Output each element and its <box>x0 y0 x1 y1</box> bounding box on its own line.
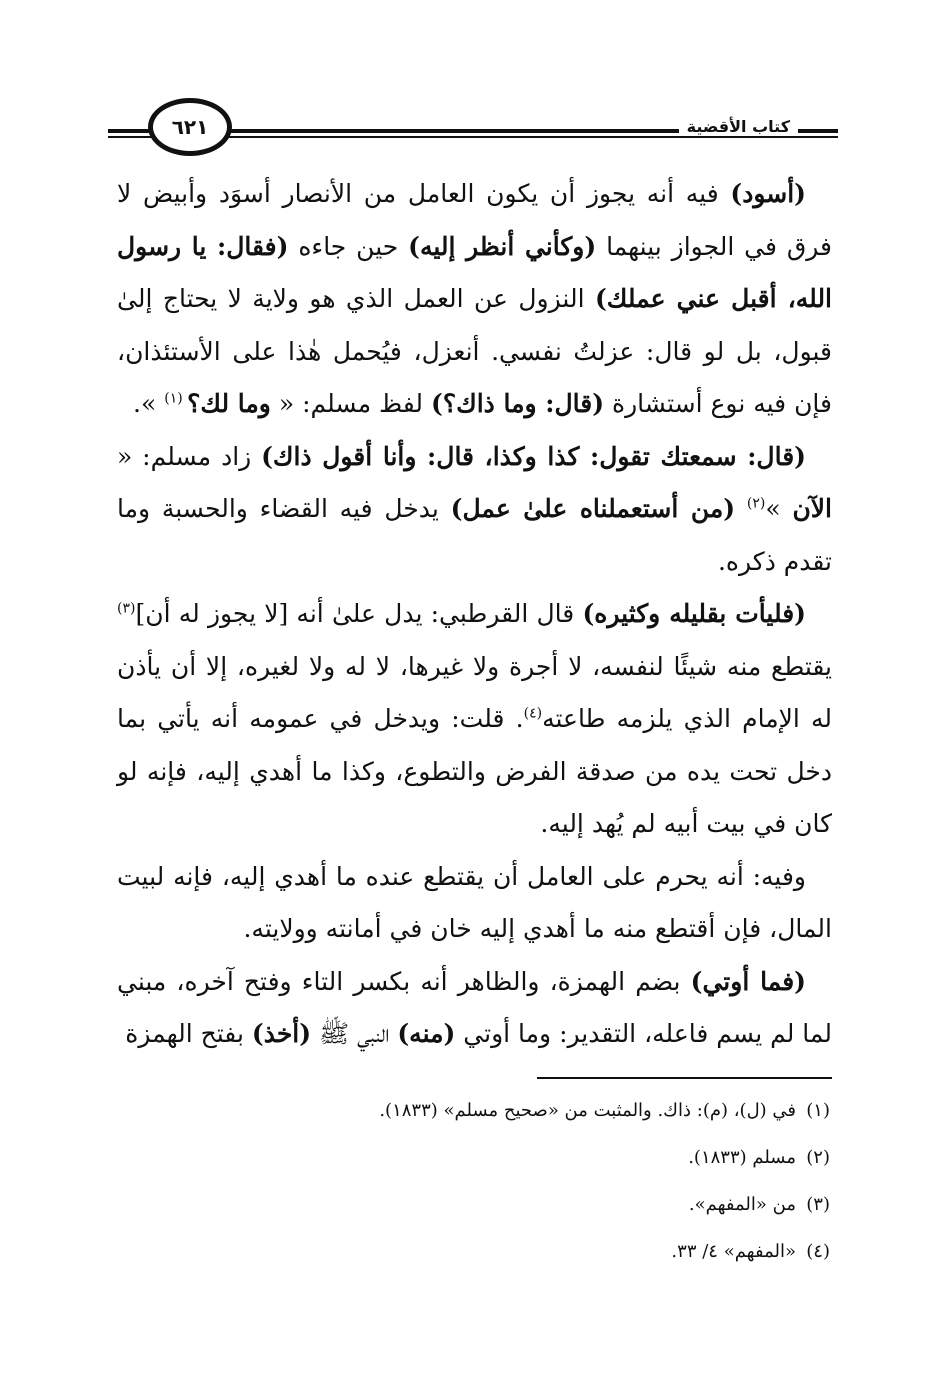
page-number: ٦٢١ <box>171 115 209 139</box>
main-text <box>117 168 832 1061</box>
quoted-hadith-text: (فقال: يا رسول الله، أقبل عني عملك) <box>117 231 833 313</box>
commentary-text: النبي ﷺ <box>311 1019 398 1048</box>
footnote-number: (٢) <box>806 1147 830 1168</box>
footnote-text: في (ل)، (م): ذاك. والمثبت من «صحيح مسلم» (١٨٣٣). <box>379 1100 796 1121</box>
commentary-text: فيه أنه يجوز أن يكون العامل من الأنصار أسوَد وأبيض لا فرق في الجواز بينهما <box>117 179 832 261</box>
commentary-text: يقتطع منه شيئًا لنفسه، لا أجرة ولا غيرها، لا له ولا لغيره، إلا أن يأذن له الإمام الذي يلزمه طاعته <box>117 651 833 733</box>
quoted-hadith-text: (فما أوتي) <box>690 966 806 996</box>
footnote <box>117 1134 832 1181</box>
quoted-hadith-text: الآن <box>792 494 833 523</box>
paragraph <box>117 168 832 431</box>
commentary-text: قال القرطبي: يدل علىٰ أنه [لا يجوز له أن] <box>135 599 583 628</box>
footnote-number: (٣) <box>806 1194 830 1215</box>
commentary-text: يدخل فيه القضاء والحسبة وما تقدم ذكره. <box>117 494 832 576</box>
footnote <box>117 1087 832 1134</box>
footnote-separator <box>537 1077 832 1079</box>
paragraph <box>117 588 832 851</box>
quoted-hadith-text: (فليأت بقليله وكثيره) <box>582 599 807 628</box>
running-header <box>108 96 838 168</box>
quoted-hadith-text: (منه) <box>397 1019 456 1048</box>
footnote-number: (١) <box>806 1100 830 1121</box>
commentary-text: » <box>765 494 793 523</box>
commentary-text: لفظ مسلم: « <box>270 389 431 418</box>
footnote <box>117 1228 832 1275</box>
footnote-ref: (١) <box>164 390 188 407</box>
commentary-text: بفتح الهمزة <box>125 1019 252 1048</box>
commentary-text: حين جاءه <box>288 231 409 261</box>
book-title: كتاب الأقضية <box>679 117 798 136</box>
commentary-text: ». <box>133 389 165 418</box>
quoted-hadith-text: (قال: وما ذاك؟) <box>431 389 605 418</box>
footnotes <box>117 1087 832 1275</box>
commentary-text <box>735 494 747 523</box>
quoted-hadith-text: (وكأني أنظر إليه) <box>408 231 597 261</box>
quoted-hadith-text: (من أستعملناه علىٰ عمل) <box>450 494 736 523</box>
quoted-hadith-text: (قال: سمعتك تقول: كذا وكذا، قال: وأنا أقول ذاك) <box>261 441 806 471</box>
paragraph <box>117 431 832 589</box>
footnote-ref: (٣) <box>117 600 136 617</box>
footnote-text: مسلم (١٨٣٣). <box>688 1147 796 1168</box>
commentary-text: . قلت: ويدخل في عمومه أنه يأتي بما دخل تحت يده من صدقة الفرض والتطوع، وكذا ما أهدي إليه، فإنه لو كان في بيت أبيه لم يُهد إليه. <box>117 704 832 838</box>
footnote-text: «المفهم» ٤/ ٣٣. <box>671 1241 796 1262</box>
footnote <box>117 1181 832 1228</box>
paragraph <box>117 851 832 956</box>
footnote-number: (٤) <box>806 1241 830 1262</box>
commentary-text: زاد مسلم: « <box>117 441 262 471</box>
commentary-text: النزول عن العمل الذي هو ولاية لا يحتاج إلىٰ قبول، بل لو قال: عزلتُ نفسي. أنعزل، فيُحمل هٰذا على الأستئذان، فإن فيه نوع أستشارة <box>117 284 832 418</box>
footnote-ref: (٢) <box>746 495 766 512</box>
quoted-hadith-text: (أسود) <box>730 179 806 208</box>
commentary-text: بضم الهمزة، والظاهر أنه بكسر التاء وفتح آخره، مبني لما لم يسم فاعله، التقدير: وما أوتي <box>117 966 832 1048</box>
paragraph <box>117 956 832 1061</box>
quoted-hadith-text: (أخذ) <box>251 1019 312 1048</box>
commentary-text: وفيه: أنه يحرم على العامل أن يقتطع عنده ما أهدي إليه، فإنه لبيت المال، فإن أقتطع منه ما أهدي إليه خان في أمانته وولايته. <box>117 861 832 943</box>
footnote-ref: (٤) <box>523 705 543 722</box>
quoted-hadith-text: وما لك؟ <box>187 389 271 418</box>
page-number-badge <box>148 98 232 156</box>
footnote-text: من «المفهم». <box>688 1194 796 1215</box>
